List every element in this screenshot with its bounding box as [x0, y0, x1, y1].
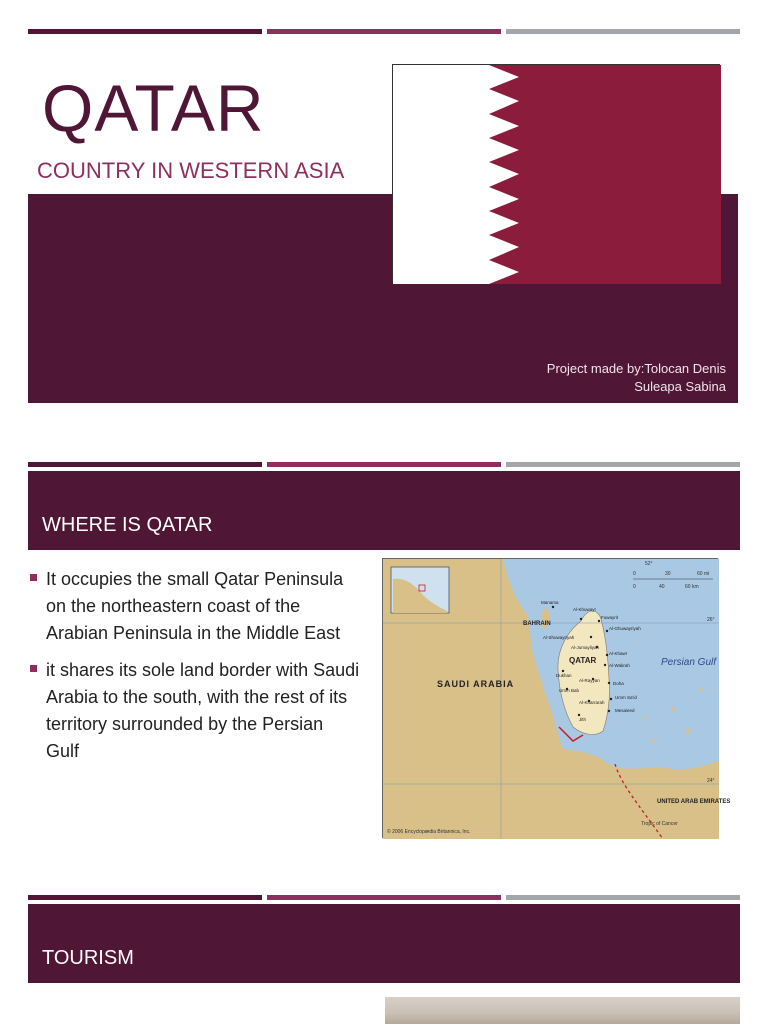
stripe-maroon	[28, 895, 262, 900]
city-label: Al-Rayyan	[579, 678, 600, 683]
list-item: it shares its sole land border with Saudi Arabia to the south, with the rest of its territory surrounded by the Persian Gulf	[30, 657, 360, 765]
page-subtitle: COUNTRY IN WESTERN ASIA	[37, 158, 345, 183]
lat-label-26: 26°	[707, 617, 715, 623]
city-label: Al-Wakrah	[609, 663, 630, 668]
city-label: Al-Khawr	[609, 651, 628, 656]
stripe-gray	[506, 462, 740, 467]
city-label: Manama	[541, 600, 559, 605]
stripe-magenta	[267, 29, 501, 34]
scale-km-40: 40	[659, 584, 665, 590]
page-title: QATAR	[42, 71, 265, 145]
tourism-photo-image	[385, 997, 740, 1024]
city-label: Doha	[613, 681, 624, 686]
city-label: Al-Ghuwayriyah	[609, 626, 641, 631]
lon-label: 52°	[645, 561, 653, 567]
divider-stripes	[28, 462, 740, 467]
stripe-magenta	[267, 462, 501, 467]
city-label: Al-Jumayliyah	[571, 645, 600, 650]
city-label: Al-Kharrarah	[579, 700, 605, 705]
bullet-square-icon	[30, 574, 37, 581]
scale-miles-30: 30	[665, 571, 671, 577]
map-label-bahrain: BAHRAIN	[523, 621, 551, 627]
map-label-uae: UNITED ARAB EMIRATES	[657, 799, 731, 805]
stripe-gray	[506, 29, 740, 34]
stripe-maroon	[28, 462, 262, 467]
map-label-saudi: SAUDI ARABIA	[437, 679, 515, 689]
city-label: Fuwayrit	[601, 615, 619, 620]
scale-miles-0: 0	[633, 571, 636, 577]
city-label: Umm Sa'id	[615, 695, 637, 700]
city-label: Jith	[579, 717, 587, 722]
bullet-square-icon	[30, 665, 37, 672]
scale-km-60: 60 km	[685, 584, 699, 590]
list-item: It occupies the small Qatar Peninsula on the northeastern coast of the Arabian Peninsula in the Middle East	[30, 566, 360, 647]
map-label-tropic: Tropic of Cancer	[641, 821, 678, 827]
credits-line-2: Suleapa Sabina	[634, 379, 726, 394]
stripe-gray	[506, 895, 740, 900]
city-label: Umm Bab	[559, 688, 580, 693]
stripe-magenta	[267, 895, 501, 900]
credits-line-1: Project made by:Tolocan Denis	[546, 361, 726, 376]
lat-label-24: 24°	[707, 778, 715, 784]
map-copyright: © 2006 Encyclopædia Britannica, Inc.	[387, 829, 471, 835]
bullet-list	[30, 566, 360, 775]
map-label-qatar: QATAR	[569, 656, 597, 665]
section-band-where	[28, 471, 740, 550]
section-heading-tourism: TOURISM	[42, 947, 134, 969]
stripe-maroon	[28, 29, 262, 34]
section-band-tourism	[28, 904, 740, 983]
city-label: Mesaieed	[615, 708, 635, 713]
city-label: Dukhan	[556, 673, 572, 678]
scale-miles-60: 60 mi	[697, 571, 710, 577]
scale-km-0: 0	[633, 584, 636, 590]
city-label: Al-Khuwayr	[573, 607, 597, 612]
city-label: Al-Shuwayriyah	[543, 635, 575, 640]
divider-stripes	[28, 29, 740, 34]
qatar-flag-image	[392, 64, 720, 283]
credits	[547, 360, 726, 396]
qatar-map-image	[382, 558, 731, 838]
section-heading-where: WHERE IS QATAR	[42, 514, 213, 536]
map-label-gulf: Persian Gulf	[661, 657, 717, 668]
divider-stripes	[28, 895, 740, 900]
